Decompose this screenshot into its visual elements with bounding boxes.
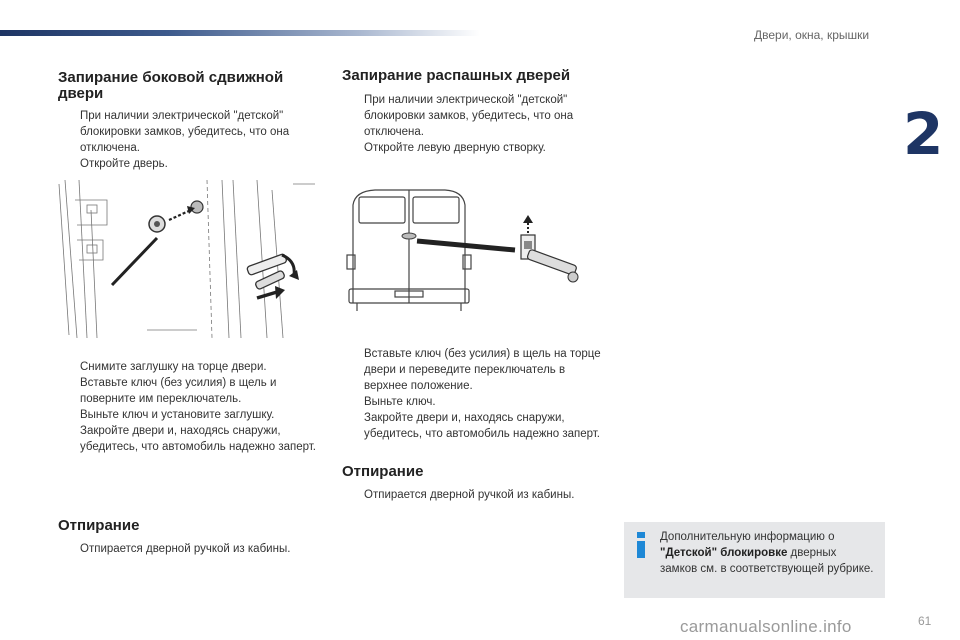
left-unlock-steps [58, 541, 320, 557]
list-item: Отпирается дверной ручкой из кабины. [364, 489, 575, 501]
list-item: При наличии электрической "детской" блокировки замков, убедитесь, что она отключена. [80, 110, 290, 154]
list-item: При наличии электрической "детской" блокировки замков, убедитесь, что она отключена. [364, 94, 574, 138]
right-steps-2 [342, 346, 604, 442]
key-icon [246, 253, 287, 290]
door-lock-detail [521, 215, 578, 282]
list-item: Закройте двери и, находясь снаружи, убедитесь, что автомобиль надежно заперт. [364, 412, 600, 440]
list-item: Снимите заглушку на торце двери. [80, 361, 267, 373]
left-steps-1 [58, 108, 320, 172]
chapter-number: 2 [903, 100, 944, 168]
info-text: Дополнительную информацию о "Детской" блокировке дверных замков см. в соответствующей рубрике. [660, 531, 874, 575]
watermark: carmanualsonline.info [680, 617, 852, 636]
list-item: Закройте двери и, находясь снаружи, убедитесь, что автомобиль надежно заперт. [80, 425, 316, 453]
left-unlock-title: Отпирание [58, 517, 140, 534]
list-item: Выньте ключ. [364, 396, 436, 408]
list-item: Выньте ключ и установите заглушку. [80, 409, 275, 421]
sliding-door-lock-illustration [57, 180, 315, 338]
info-box [624, 522, 885, 598]
list-item: Отпирается дверной ручкой из кабины. [80, 543, 291, 555]
list-item: Откройте дверь. [80, 158, 168, 170]
lock-cap-group [149, 201, 203, 232]
list-item: Откройте левую дверную створку. [364, 142, 546, 154]
right-unlock-steps [342, 487, 604, 503]
section-title: Двери, окна, крышки [754, 28, 870, 42]
right-steps-1 [342, 92, 604, 156]
left-steps-2 [58, 359, 320, 455]
left-title: Запирание боковой сдвижной двери [58, 69, 284, 102]
van-rear-doors-illustration [345, 185, 595, 315]
page-number: 61 [918, 614, 932, 628]
info-icon [634, 532, 648, 562]
right-title: Запирание распашных дверей [342, 67, 571, 84]
right-unlock-title: Отпирание [342, 463, 424, 480]
list-item: Вставьте ключ (без усилия) в щель на торце двери и переведите переключатель в верхнее положение. [364, 348, 601, 392]
list-item: Вставьте ключ (без усилия) в щель и поверните им переключатель. [80, 377, 277, 405]
header-gradient-bar [0, 30, 480, 36]
